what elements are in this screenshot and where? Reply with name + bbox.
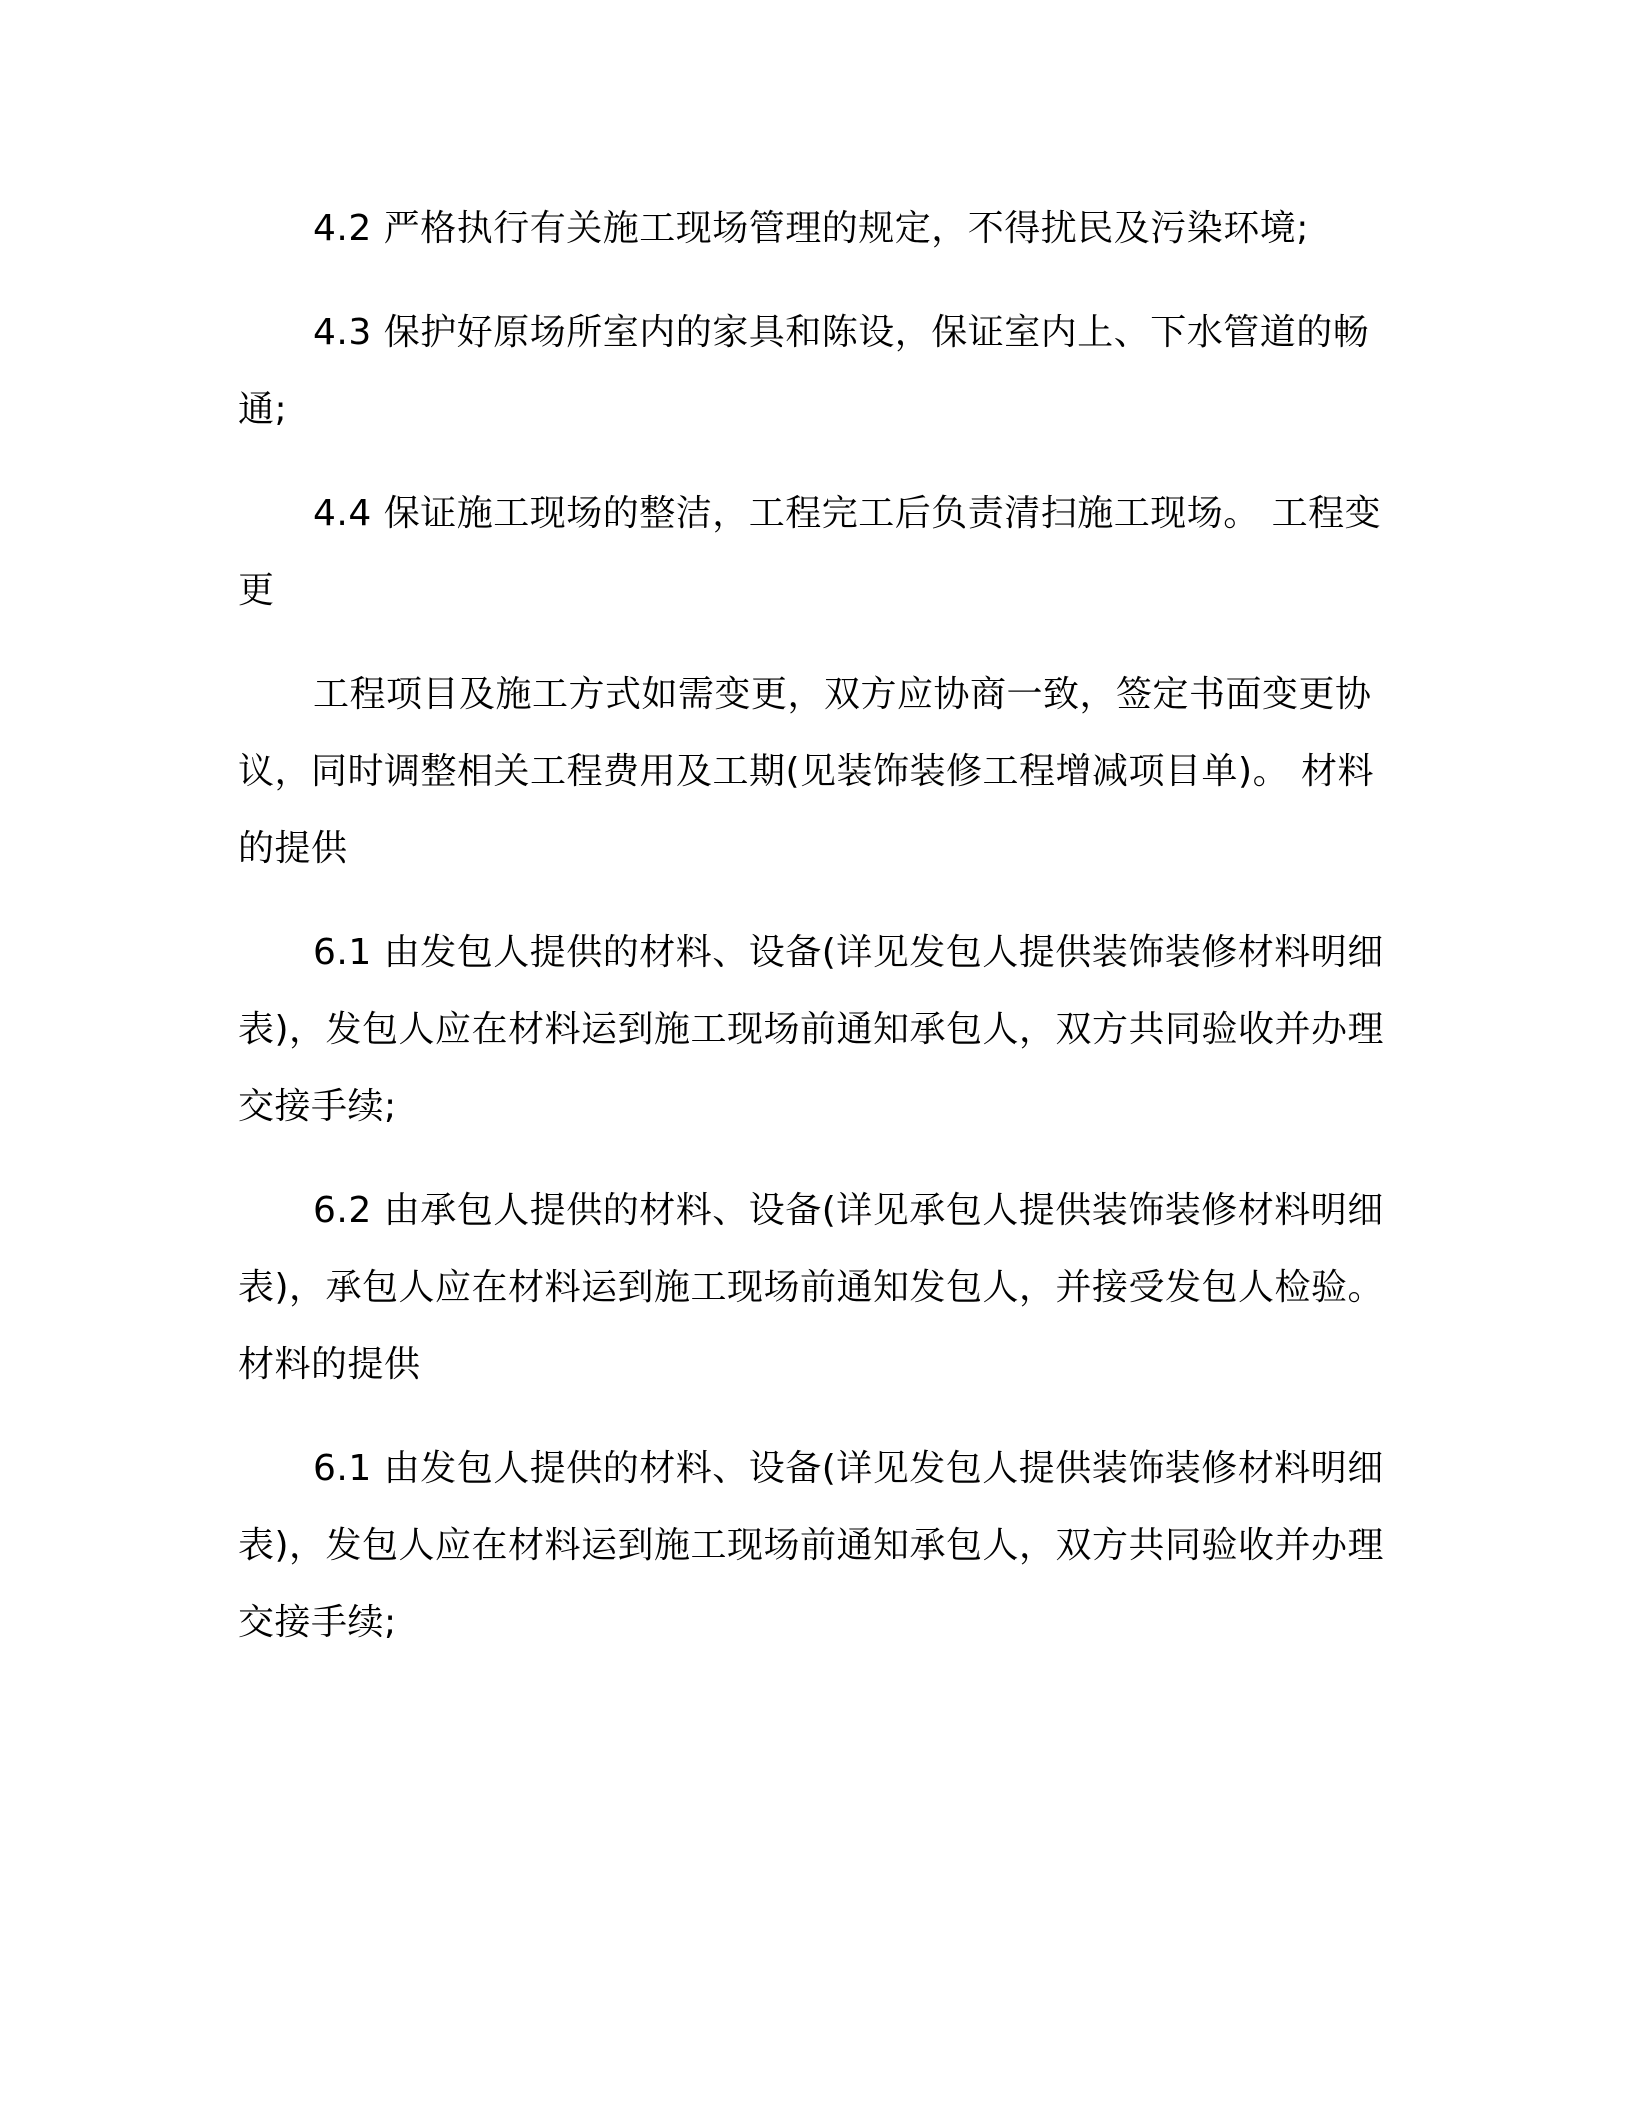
paragraph-6-2: 6.2 由承包人提供的材料、设备(详见承包人提供装饰装修材料明细表)，承包人应在材料运到施工现场前通知发包人，并接受发包人检验。 材料的提供 [238,1190,1385,1385]
document-body [238,190,1388,1688]
paragraph-4-4: 4.4 保证施工现场的整洁，工程完工后负责清扫施工现场。 工程变更 [238,493,1382,611]
paragraph-project-change: 工程项目及施工方式如需变更，双方应协商一致，签定书面变更协议，同时调整相关工程费用及工期(见装饰装修工程增减项目单)。 材料的提供 [238,674,1375,869]
paragraph-4-3: 4.3 保护好原场所室内的家具和陈设，保证室内上、下水管道的畅通; [238,312,1370,430]
paragraph-6-1: 6.1 由发包人提供的材料、设备(详见发包人提供装饰装修材料明细表)，发包人应在材料运到施工现场前通知承包人，双方共同验收并办理交接手续; [238,932,1385,1127]
paragraph-6-1-repeat: 6.1 由发包人提供的材料、设备(详见发包人提供装饰装修材料明细表)，发包人应在材料运到施工现场前通知承包人，双方共同验收并办理交接手续; [238,1448,1385,1643]
paragraph-4-2: 4.2 严格执行有关施工现场管理的规定，不得扰民及污染环境; [313,208,1309,249]
